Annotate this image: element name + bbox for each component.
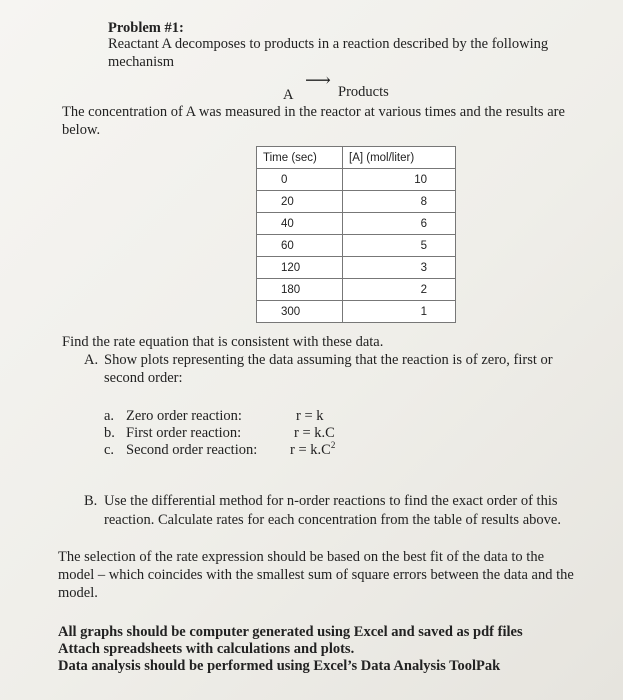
conc-cell: 6 — [343, 213, 456, 235]
conc-cell: 5 — [343, 235, 456, 257]
part-a-label: A. — [84, 352, 99, 368]
selection-line-3: model. — [58, 585, 98, 601]
intro-line-1: Reactant A decomposes to products in a reaction described by the following — [108, 36, 549, 52]
part-b-label: B. — [84, 493, 98, 509]
time-cell: 60 — [257, 235, 343, 257]
time-cell: 20 — [257, 191, 343, 213]
order-a-label: a. — [104, 408, 115, 424]
order-b-label: b. — [104, 425, 115, 441]
table-row — [257, 301, 456, 323]
conc-cell: 2 — [343, 279, 456, 301]
concentration-table — [256, 146, 456, 323]
order-b-name: First order reaction: — [126, 425, 242, 441]
order-c-exponent: 2 — [330, 440, 336, 451]
time-cell: 180 — [257, 279, 343, 301]
table-row — [257, 235, 456, 257]
conc-cell: 8 — [343, 191, 456, 213]
conc-cell: 1 — [343, 301, 456, 323]
order-c-equation: r = k.C — [290, 442, 331, 458]
table-row — [257, 191, 456, 213]
part-b-line-1: Use the differential method for n-order reactions to find the exact order of this — [104, 493, 558, 509]
conc-line-1: The concentration of A was measured in the reactor at various times and the results are — [62, 104, 565, 120]
order-c-label: c. — [104, 442, 115, 458]
note-excel-graphs: All graphs should be computer generated using Excel and saved as pdf files — [58, 624, 523, 640]
conc-cell: 10 — [343, 169, 456, 191]
time-cell: 300 — [257, 301, 343, 323]
problem-title: Problem #1: — [108, 20, 184, 36]
note-attach-spreadsheets: Attach spreadsheets with calculations and plots. — [58, 641, 355, 657]
selection-line-1: The selection of the rate expression should be based on the best fit of the data to the — [58, 549, 545, 565]
table-header-row — [257, 147, 456, 169]
conc-cell: 3 — [343, 257, 456, 279]
time-cell: 40 — [257, 213, 343, 235]
order-c-equation-wrap — [290, 442, 335, 459]
order-a-equation: r = k — [296, 408, 324, 424]
time-cell: 0 — [257, 169, 343, 191]
part-a-line-2: second order: — [104, 370, 183, 386]
reaction-reactant: A — [283, 87, 294, 103]
selection-line-2: model – which coincides with the smallest sum of square errors between the data and the — [58, 567, 574, 583]
order-c-name: Second order reaction: — [126, 442, 258, 458]
table-row — [257, 213, 456, 235]
find-rate-equation: Find the rate equation that is consistent with these data. — [62, 334, 384, 350]
order-a-name: Zero order reaction: — [126, 408, 242, 424]
intro-line-2: mechanism — [108, 54, 175, 70]
note-data-analysis: Data analysis should be performed using Excel’s Data Analysis ToolPak — [58, 658, 501, 674]
table-row — [257, 169, 456, 191]
header-concentration: [A] (mol/liter) — [343, 147, 456, 169]
table-row — [257, 279, 456, 301]
reaction-product: Products — [338, 84, 389, 100]
table-row — [257, 257, 456, 279]
part-a-line-1: Show plots representing the data assuming that the reaction is of zero, first or — [104, 352, 553, 368]
header-time: Time (sec) — [257, 147, 343, 169]
time-cell: 120 — [257, 257, 343, 279]
conc-line-2: below. — [62, 122, 101, 138]
order-b-equation: r = k.C — [294, 425, 335, 441]
reaction-arrow-icon: ⟶ — [305, 70, 331, 90]
part-b-line-2: reaction. Calculate rates for each concentration from the table of results above. — [104, 512, 561, 528]
